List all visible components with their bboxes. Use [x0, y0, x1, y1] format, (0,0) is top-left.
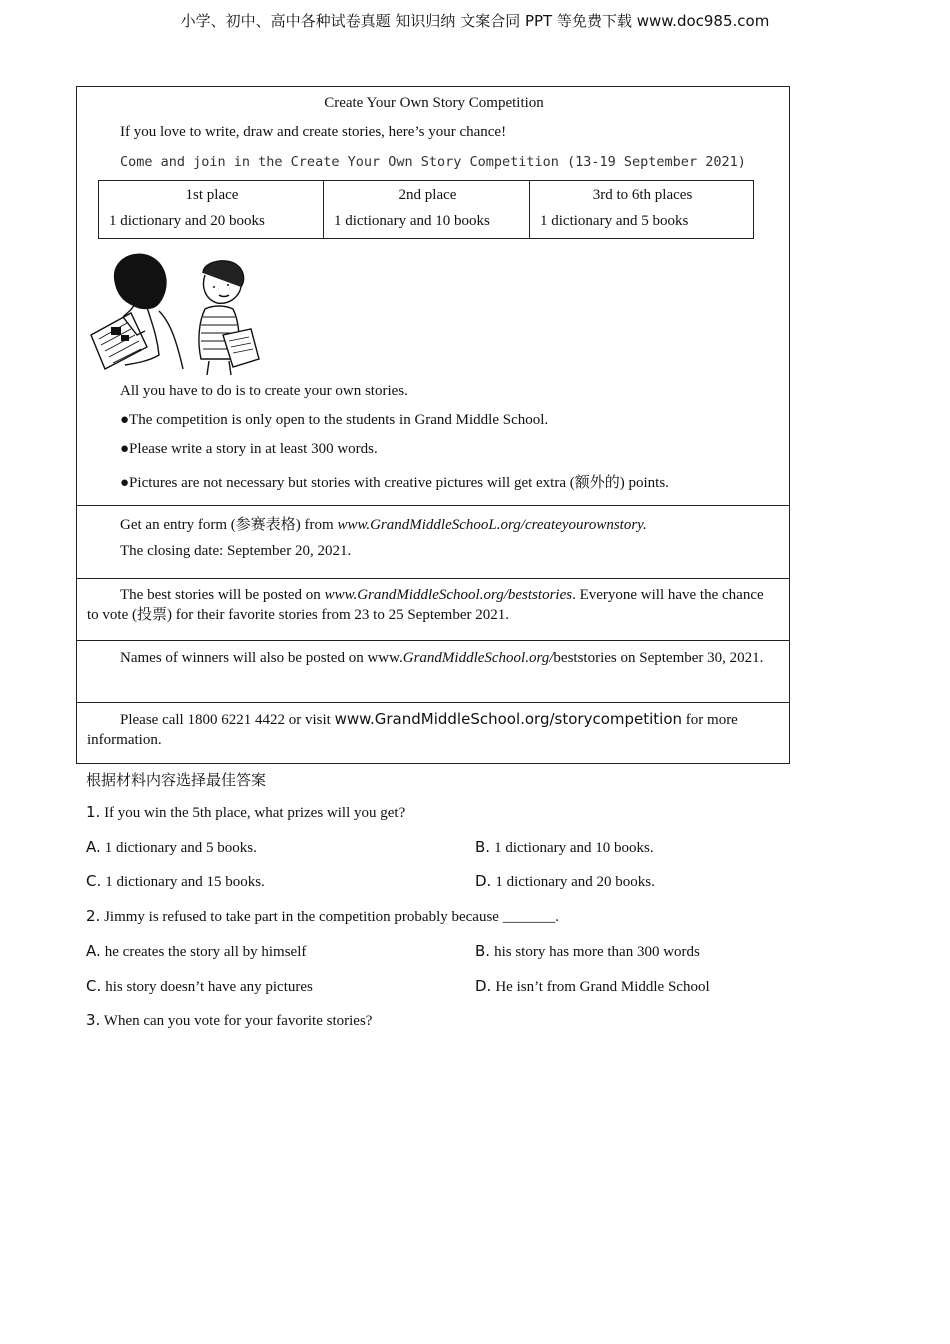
- option-text: 1 dictionary and 10 books.: [494, 840, 654, 856]
- option-letter: B.: [475, 838, 491, 856]
- question-text: When can you vote for your favorite stories?: [103, 1013, 373, 1029]
- contact-url[interactable]: www.GrandMiddleSchool.org/storycompetition: [334, 710, 683, 728]
- question-2: [86, 907, 559, 926]
- prize-cell-2nd: [324, 181, 530, 239]
- option-letter: C.: [86, 872, 102, 890]
- instructions: 根据材料内容选择最佳答案: [86, 773, 267, 789]
- question-number: 1.: [86, 803, 101, 821]
- voting-paragraph: [87, 585, 779, 625]
- rule-item: ●Pictures are not necessary but stories with creative pictures will get extra (额外的) points.: [120, 475, 669, 491]
- option-text: 1 dictionary and 15 books.: [105, 874, 265, 890]
- contact-paragraph: [87, 709, 779, 750]
- option-text: his story has more than 300 words: [494, 944, 700, 960]
- option-letter: D.: [475, 977, 492, 995]
- prize-table: [98, 180, 754, 239]
- entry-form-box: [76, 505, 790, 579]
- poster-title: Create Your Own Story Competition: [324, 95, 544, 111]
- option-letter: A.: [86, 942, 101, 960]
- winners-suffix: beststories on September 30, 2021.: [553, 650, 764, 666]
- contact-prefix: Please call 1800 6221 4422 or visit: [120, 712, 335, 728]
- voting-box: [76, 578, 790, 641]
- voting-suffix: . Everyone will have the chance to vote (投票) for their favorite stories from 23 to 25 September 2021.: [87, 587, 764, 623]
- option-text: 1 dictionary and 5 books.: [104, 840, 257, 856]
- q1-option-d[interactable]: [475, 872, 655, 891]
- q1-option-b[interactable]: [475, 838, 654, 857]
- prize-text: 1 dictionary and 5 books: [540, 213, 689, 229]
- question-number: 2.: [86, 907, 101, 925]
- option-text: his story doesn’t have any pictures: [105, 979, 313, 995]
- boy-reading-drawing: [199, 261, 259, 375]
- entry-prefix: Get an entry form (参赛表格) from: [120, 517, 338, 533]
- contact-suffix: for more information.: [87, 712, 738, 748]
- voting-prefix: The best stories will be posted on: [120, 587, 325, 603]
- winners-prefix: Names of winners will also be posted on www.: [120, 650, 403, 666]
- contact-box: [76, 702, 790, 764]
- q1-option-c[interactable]: [86, 872, 265, 891]
- prize-place: 1st place: [185, 187, 239, 203]
- prize-row: [99, 181, 754, 239]
- q2-option-a[interactable]: [86, 942, 306, 961]
- site-banner: 小学、初中、高中各种试卷真题 知识归纳 文案合同 PPT 等免费下载 www.doc985.com: [180, 12, 770, 30]
- question-number: 3.: [86, 1011, 101, 1029]
- winners-paragraph: [87, 648, 779, 668]
- prize-cell-3rd-6th: [530, 181, 754, 239]
- closing-date: The closing date: September 20, 2021.: [120, 543, 352, 559]
- option-letter: D.: [475, 872, 492, 890]
- option-letter: A.: [86, 838, 101, 856]
- question-3: [86, 1011, 372, 1030]
- option-letter: C.: [86, 977, 102, 995]
- winners-url[interactable]: GrandMiddleSchool.org/: [402, 650, 554, 666]
- children-writing-illustration: [87, 251, 267, 375]
- winners-box: [76, 640, 790, 703]
- prize-text: 1 dictionary and 20 books: [109, 213, 265, 229]
- poster-main-box: [76, 86, 790, 506]
- girl-writing-drawing: [91, 254, 183, 369]
- q1-option-a[interactable]: [86, 838, 257, 857]
- rules-intro: All you have to do is to create your own stories.: [120, 383, 408, 399]
- q2-option-b[interactable]: [475, 942, 700, 961]
- question-text: If you win the 5th place, what prizes will you get?: [104, 805, 406, 821]
- prize-text: 1 dictionary and 10 books: [334, 213, 490, 229]
- rule-item: ●The competition is only open to the students in Grand Middle School.: [120, 412, 549, 428]
- rule-item: ●Please write a story in at least 300 words.: [120, 441, 378, 457]
- option-text: He isn’t from Grand Middle School: [495, 979, 710, 995]
- option-text: he creates the story all by himself: [104, 944, 307, 960]
- prize-cell-1st: [99, 181, 324, 239]
- prize-place: 3rd to 6th places: [592, 187, 693, 203]
- voting-url[interactable]: www.GrandMiddleSchool.org/beststories: [324, 587, 573, 603]
- prize-place: 2nd place: [398, 187, 457, 203]
- q2-option-d[interactable]: [475, 977, 710, 996]
- q2-option-c[interactable]: [86, 977, 313, 996]
- question-text: Jimmy is refused to take part in the competition probably because _______.: [104, 909, 559, 925]
- entry-url[interactable]: www.GrandMiddleSchooL.org/createyourownstory.: [337, 517, 647, 533]
- entry-form-line: [120, 513, 647, 534]
- poster-intro: If you love to write, draw and create stories, here’s your chance!: [120, 124, 507, 140]
- option-letter: B.: [475, 942, 491, 960]
- option-text: 1 dictionary and 20 books.: [495, 874, 655, 890]
- question-1: [86, 803, 405, 822]
- poster-join-line: Come and join in the Create Your Own Story Competition (13-19 September 2021): [120, 154, 746, 170]
